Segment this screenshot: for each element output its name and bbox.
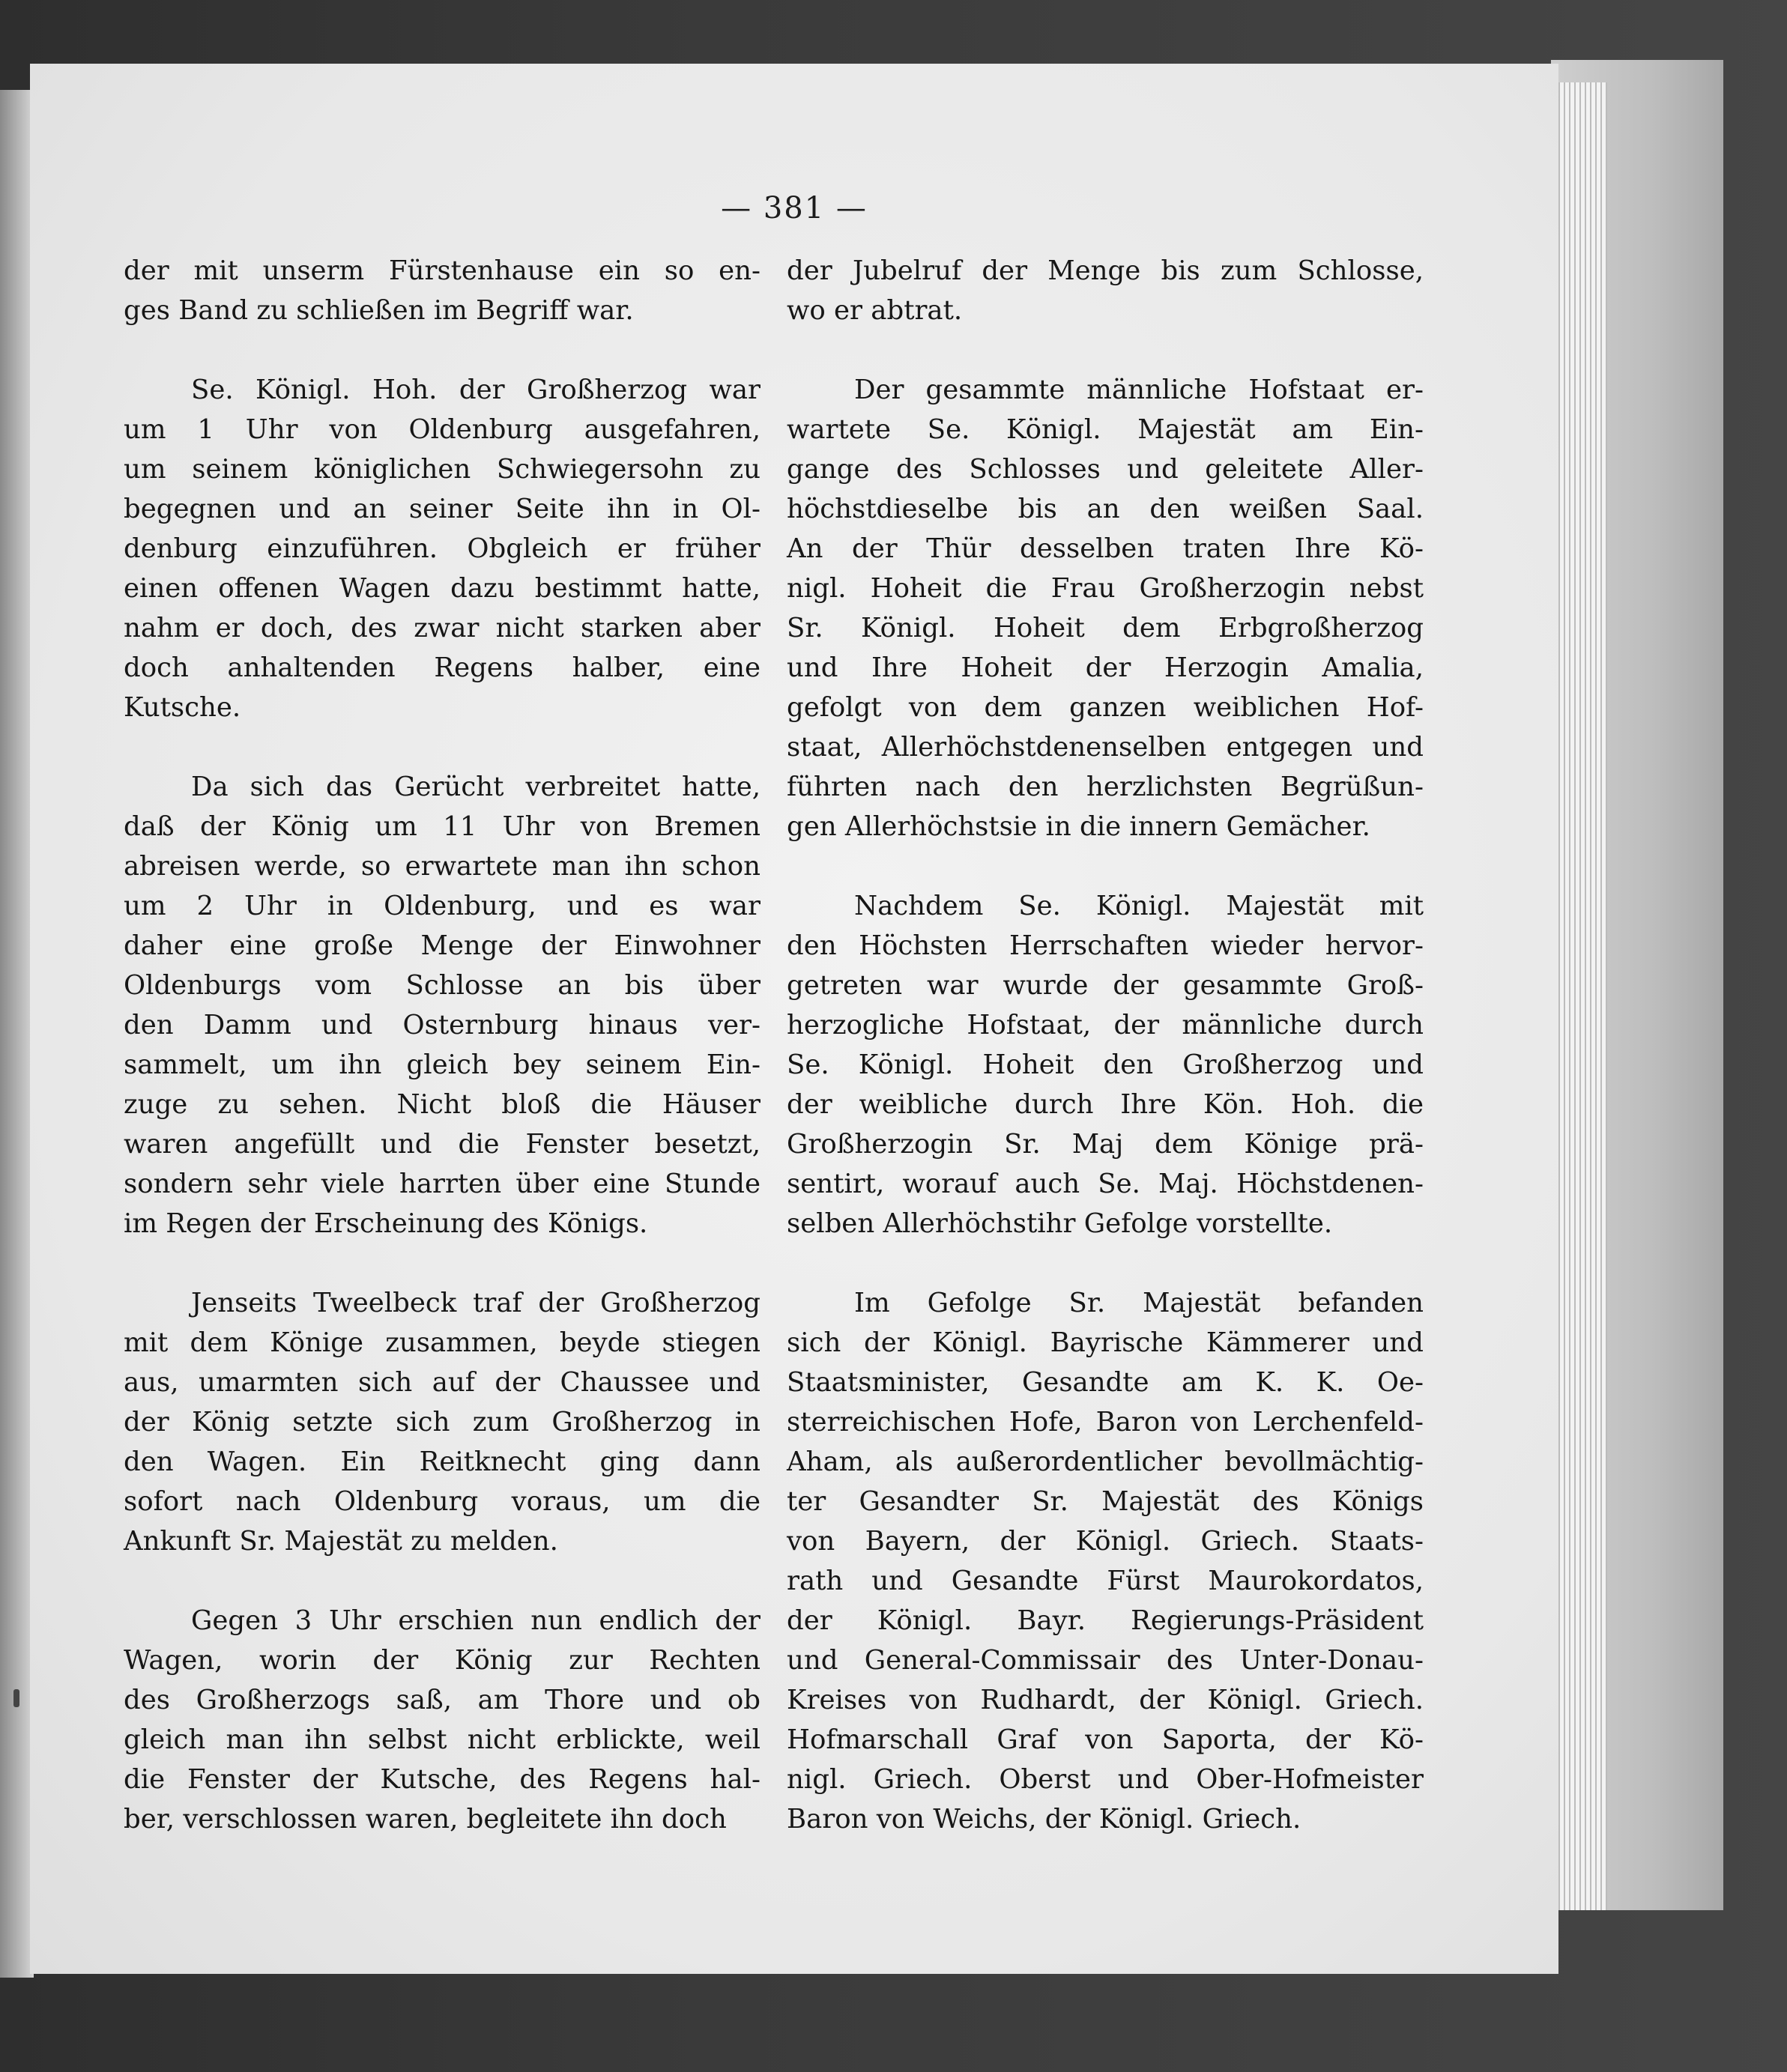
text-line: Ankunft Sr. Majestät zu melden.	[124, 1526, 558, 1557]
page-number: — 381 —	[721, 191, 868, 225]
paragraph	[124, 370, 761, 727]
text-line: zuge zu sehen. Nicht bloß die Häuser	[124, 1089, 761, 1120]
text-line: die Fenster der Kutsche, des Regens hal-	[124, 1764, 761, 1795]
text-line: sentirt, worauf auch Se. Maj. Höchstdenen-	[787, 1169, 1424, 1199]
text-line: nigl. Griech. Oberst und Ober-Hofmeister	[787, 1764, 1424, 1795]
text-line: Der gesammte männliche Hofstaat er-	[854, 375, 1424, 405]
text-line: gleich man ihn selbst nicht erblickte, weil	[124, 1724, 761, 1755]
right-text-column	[787, 251, 1424, 1879]
text-line: der Königl. Bayr. Regierungs-Präsident	[787, 1605, 1424, 1636]
text-line: An der Thür desselben traten Ihre Kö-	[787, 533, 1424, 564]
text-line: den Wagen. Ein Reitknecht ging dann	[124, 1447, 761, 1477]
binding-mark	[13, 1689, 19, 1707]
paragraph	[124, 767, 761, 1243]
text-line: ter Gesandter Sr. Majestät des Königs	[787, 1486, 1424, 1517]
text-line: sondern sehr viele harrten über eine Stunde	[124, 1169, 761, 1199]
text-line: getreten war wurde der gesammte Groß-	[787, 970, 1424, 1001]
text-line: Da sich das Gerücht verbreitet hatte,	[191, 772, 761, 802]
text-line: höchstdieselbe bis an den weißen Saal.	[787, 494, 1424, 524]
text-line: Jenseits Tweelbeck traf der Großherzog	[191, 1288, 761, 1318]
text-line: Se. Königl. Hoheit den Großherzog und	[787, 1049, 1424, 1080]
text-line: sich der Königl. Bayrische Kämmerer und	[787, 1327, 1424, 1358]
text-line: der Jubelruf der Menge bis zum Schlosse,	[787, 255, 1424, 286]
text-line: Nachdem Se. Königl. Majestät mit	[854, 891, 1424, 921]
text-line: Wagen, worin der König zur Rechten	[124, 1645, 761, 1676]
text-line: der König setzte sich zum Großherzog in	[124, 1407, 761, 1438]
text-line: führten nach den herzlichsten Begrüßun-	[787, 772, 1424, 802]
text-line: Baron von Weichs, der Königl. Griech.	[787, 1804, 1301, 1835]
left-text-column	[124, 251, 761, 1879]
text-line: Kutsche.	[124, 692, 241, 723]
text-line: denburg einzuführen. Obgleich er früher	[124, 533, 761, 564]
text-line: sammelt, um ihn gleich bey seinem Ein-	[124, 1049, 761, 1080]
text-line: Kreises von Rudhardt, der Königl. Griech.	[787, 1685, 1424, 1715]
paragraph	[787, 370, 1424, 846]
text-line: Im Gefolge Sr. Majestät befanden	[854, 1288, 1424, 1318]
text-line: nahm er doch, des zwar nicht starken aber	[124, 613, 761, 643]
text-line: Sr. Königl. Hoheit dem Erbgroßherzog	[787, 613, 1424, 643]
paragraph	[787, 886, 1424, 1243]
text-line: nigl. Hoheit die Frau Großherzogin nebst	[787, 573, 1424, 604]
text-line: Staatsminister, Gesandte am K. K. Oe-	[787, 1367, 1424, 1398]
text-line: einen offenen Wagen dazu bestimmt hatte,	[124, 573, 761, 604]
text-line: Hofmarschall Graf von Saporta, der Kö-	[787, 1724, 1424, 1755]
text-line: sterreichischen Hofe, Baron von Lerchenfeld-	[787, 1407, 1424, 1438]
page-stack-edge	[1555, 82, 1607, 1910]
paragraph	[124, 1283, 761, 1561]
text-line: den Höchsten Herrschaften wieder hervor-	[787, 930, 1424, 961]
text-line: des Großherzogs saß, am Thore und ob	[124, 1685, 761, 1715]
text-line: wartete Se. Königl. Majestät am Ein-	[787, 414, 1424, 445]
text-line: den Damm und Osternburg hinaus ver-	[124, 1010, 761, 1040]
text-line: wo er abtrat.	[787, 295, 963, 326]
text-line: Se. Königl. Hoh. der Großherzog war	[191, 375, 761, 405]
text-line: gen Allerhöchstsie in die innern Gemächer.	[787, 811, 1370, 842]
text-line: doch anhaltenden Regens halber, eine	[124, 652, 761, 683]
text-line: um 2 Uhr in Oldenburg, und es war	[124, 891, 761, 921]
text-line: Aham, als außerordentlicher bevollmächtig-	[787, 1447, 1424, 1477]
text-line: der mit unserm Fürstenhause ein so en-	[124, 255, 761, 286]
text-line: gefolgt von dem ganzen weiblichen Hof-	[787, 692, 1424, 723]
text-line: sofort nach Oldenburg voraus, um die	[124, 1486, 761, 1517]
paragraph	[787, 1283, 1424, 1839]
text-line: der weibliche durch Ihre Kön. Hoh. die	[787, 1089, 1424, 1120]
text-line: Gegen 3 Uhr erschien nun endlich der	[191, 1605, 761, 1636]
text-line: abreisen werde, so erwartete man ihn schon	[124, 851, 761, 882]
text-line: von Bayern, der Königl. Griech. Staats-	[787, 1526, 1424, 1557]
text-line: Oldenburgs vom Schlosse an bis über	[124, 970, 761, 1001]
text-line: im Regen der Erscheinung des Königs.	[124, 1208, 648, 1239]
text-line: ber, verschlossen waren, begleitete ihn doch	[124, 1804, 727, 1835]
text-line: herzogliche Hofstaat, der männliche durch	[787, 1010, 1424, 1040]
text-line: ges Band zu schließen im Begriff war.	[124, 295, 634, 326]
paragraph	[787, 251, 1424, 330]
text-line: gange des Schlosses und geleitete Aller-	[787, 454, 1424, 485]
text-line: staat, Allerhöchstdenenselben entgegen und	[787, 732, 1424, 763]
text-line: daß der König um 11 Uhr von Bremen	[124, 811, 761, 842]
text-line: und General-Commissair des Unter-Donau-	[787, 1645, 1424, 1676]
text-line: um 1 Uhr von Oldenburg ausgefahren,	[124, 414, 761, 445]
text-line: rath und Gesandte Fürst Maurokordatos,	[787, 1566, 1424, 1596]
text-line: aus, umarmten sich auf der Chaussee und	[124, 1367, 761, 1398]
text-line: Großherzogin Sr. Maj dem Könige prä-	[787, 1129, 1424, 1160]
text-line: begegnen und an seiner Seite ihn in Ol-	[124, 494, 761, 524]
text-line: und Ihre Hoheit der Herzogin Amalia,	[787, 652, 1424, 683]
text-line: waren angefüllt und die Fenster besetzt,	[124, 1129, 761, 1160]
text-line: mit dem Könige zusammen, beyde stiegen	[124, 1327, 761, 1358]
paragraph	[124, 251, 761, 330]
text-line: um seinem königlichen Schwiegersohn zu	[124, 454, 761, 485]
text-line: selben Allerhöchstihr Gefolge vorstellte.	[787, 1208, 1333, 1239]
paragraph	[124, 1601, 761, 1839]
text-line: daher eine große Menge der Einwohner	[124, 930, 761, 961]
